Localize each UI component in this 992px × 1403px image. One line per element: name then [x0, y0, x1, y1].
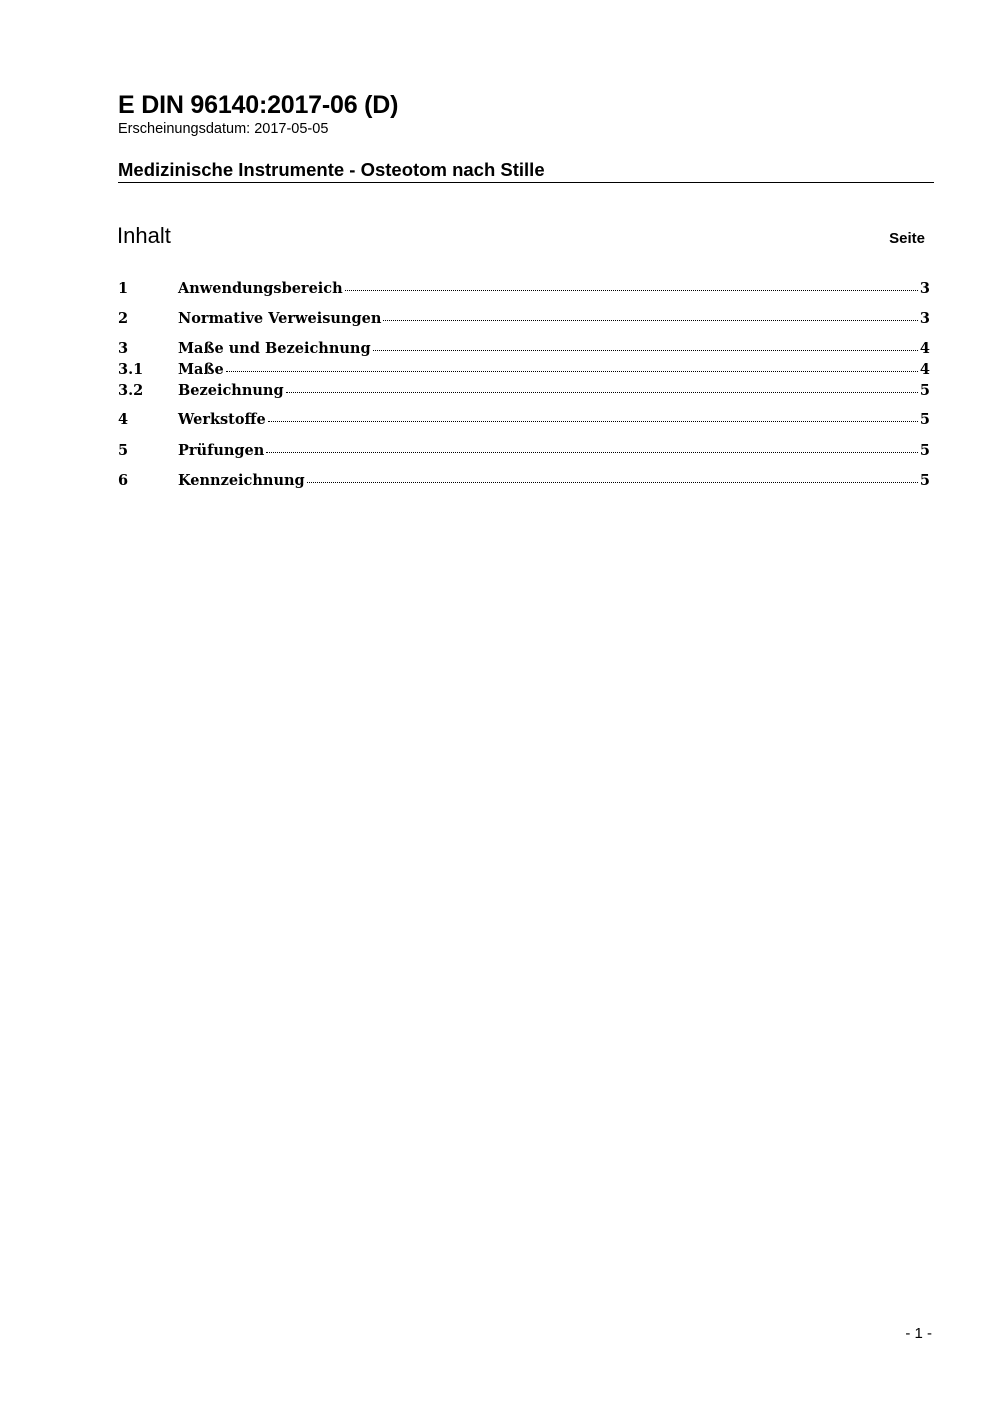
toc-entry-page: 5 [919, 442, 930, 459]
toc-entry-6[interactable] [118, 472, 930, 492]
toc-entry-page: 3 [919, 280, 930, 297]
toc-entry-page: 5 [919, 411, 930, 428]
toc-entry-label: Anwendungsbereich [178, 280, 343, 297]
toc-entry-label: Normative Verweisungen [178, 310, 382, 327]
toc-entry-page: 4 [919, 361, 930, 378]
document-title: Medizinische Instrumente - Osteotom nach Stille [118, 159, 545, 180]
toc-entry-number: 4 [118, 411, 129, 428]
toc-dot-leader [226, 371, 918, 372]
toc-entry-page: 5 [919, 472, 930, 489]
toc-entry-3[interactable] [118, 340, 930, 360]
toc-entry-page: 4 [919, 340, 930, 357]
toc-entry-number: 3 [118, 340, 129, 357]
publication-date: Erscheinungsdatum: 2017-05-05 [118, 121, 329, 137]
page-number: - 1 - [905, 1325, 932, 1342]
toc-entry-number: 5 [118, 442, 129, 459]
toc-entry-label: Maße [178, 361, 224, 378]
toc-entry-label: Kennzeichnung [178, 472, 305, 489]
toc-entry-label: Maße und Bezeichnung [178, 340, 371, 357]
toc-entry-page: 5 [919, 382, 930, 399]
toc-entry-number: 3.2 [118, 382, 144, 399]
toc-heading: Inhalt [117, 223, 171, 248]
toc-entry-label: Prüfungen [178, 442, 265, 459]
toc-dot-leader [266, 452, 918, 453]
toc-entry-label: Bezeichnung [178, 382, 284, 399]
toc-entry-2[interactable] [118, 310, 930, 330]
toc-entry-5[interactable] [118, 442, 930, 462]
toc-page-column-label: Seite [889, 230, 925, 247]
title-divider [118, 182, 934, 183]
toc-entry-page: 3 [919, 310, 930, 327]
toc-entry-number: 2 [118, 310, 129, 327]
toc-entry-3-2[interactable] [118, 382, 930, 402]
toc-dot-leader [373, 350, 918, 351]
toc-dot-leader [345, 290, 918, 291]
toc-entry-number: 6 [118, 472, 129, 489]
toc-entry-label: Werkstoffe [178, 411, 266, 428]
toc-dot-leader [383, 320, 918, 321]
toc-entry-3-1[interactable] [118, 361, 930, 381]
toc-entry-number: 3.1 [118, 361, 144, 378]
toc-dot-leader [268, 421, 918, 422]
toc-entry-4[interactable] [118, 411, 930, 431]
toc-dot-leader [307, 482, 918, 483]
toc-dot-leader [286, 392, 918, 393]
toc-entry-number: 1 [118, 280, 129, 297]
toc-entry-1[interactable] [118, 280, 930, 300]
document-id: E DIN 96140:2017-06 (D) [118, 91, 399, 119]
